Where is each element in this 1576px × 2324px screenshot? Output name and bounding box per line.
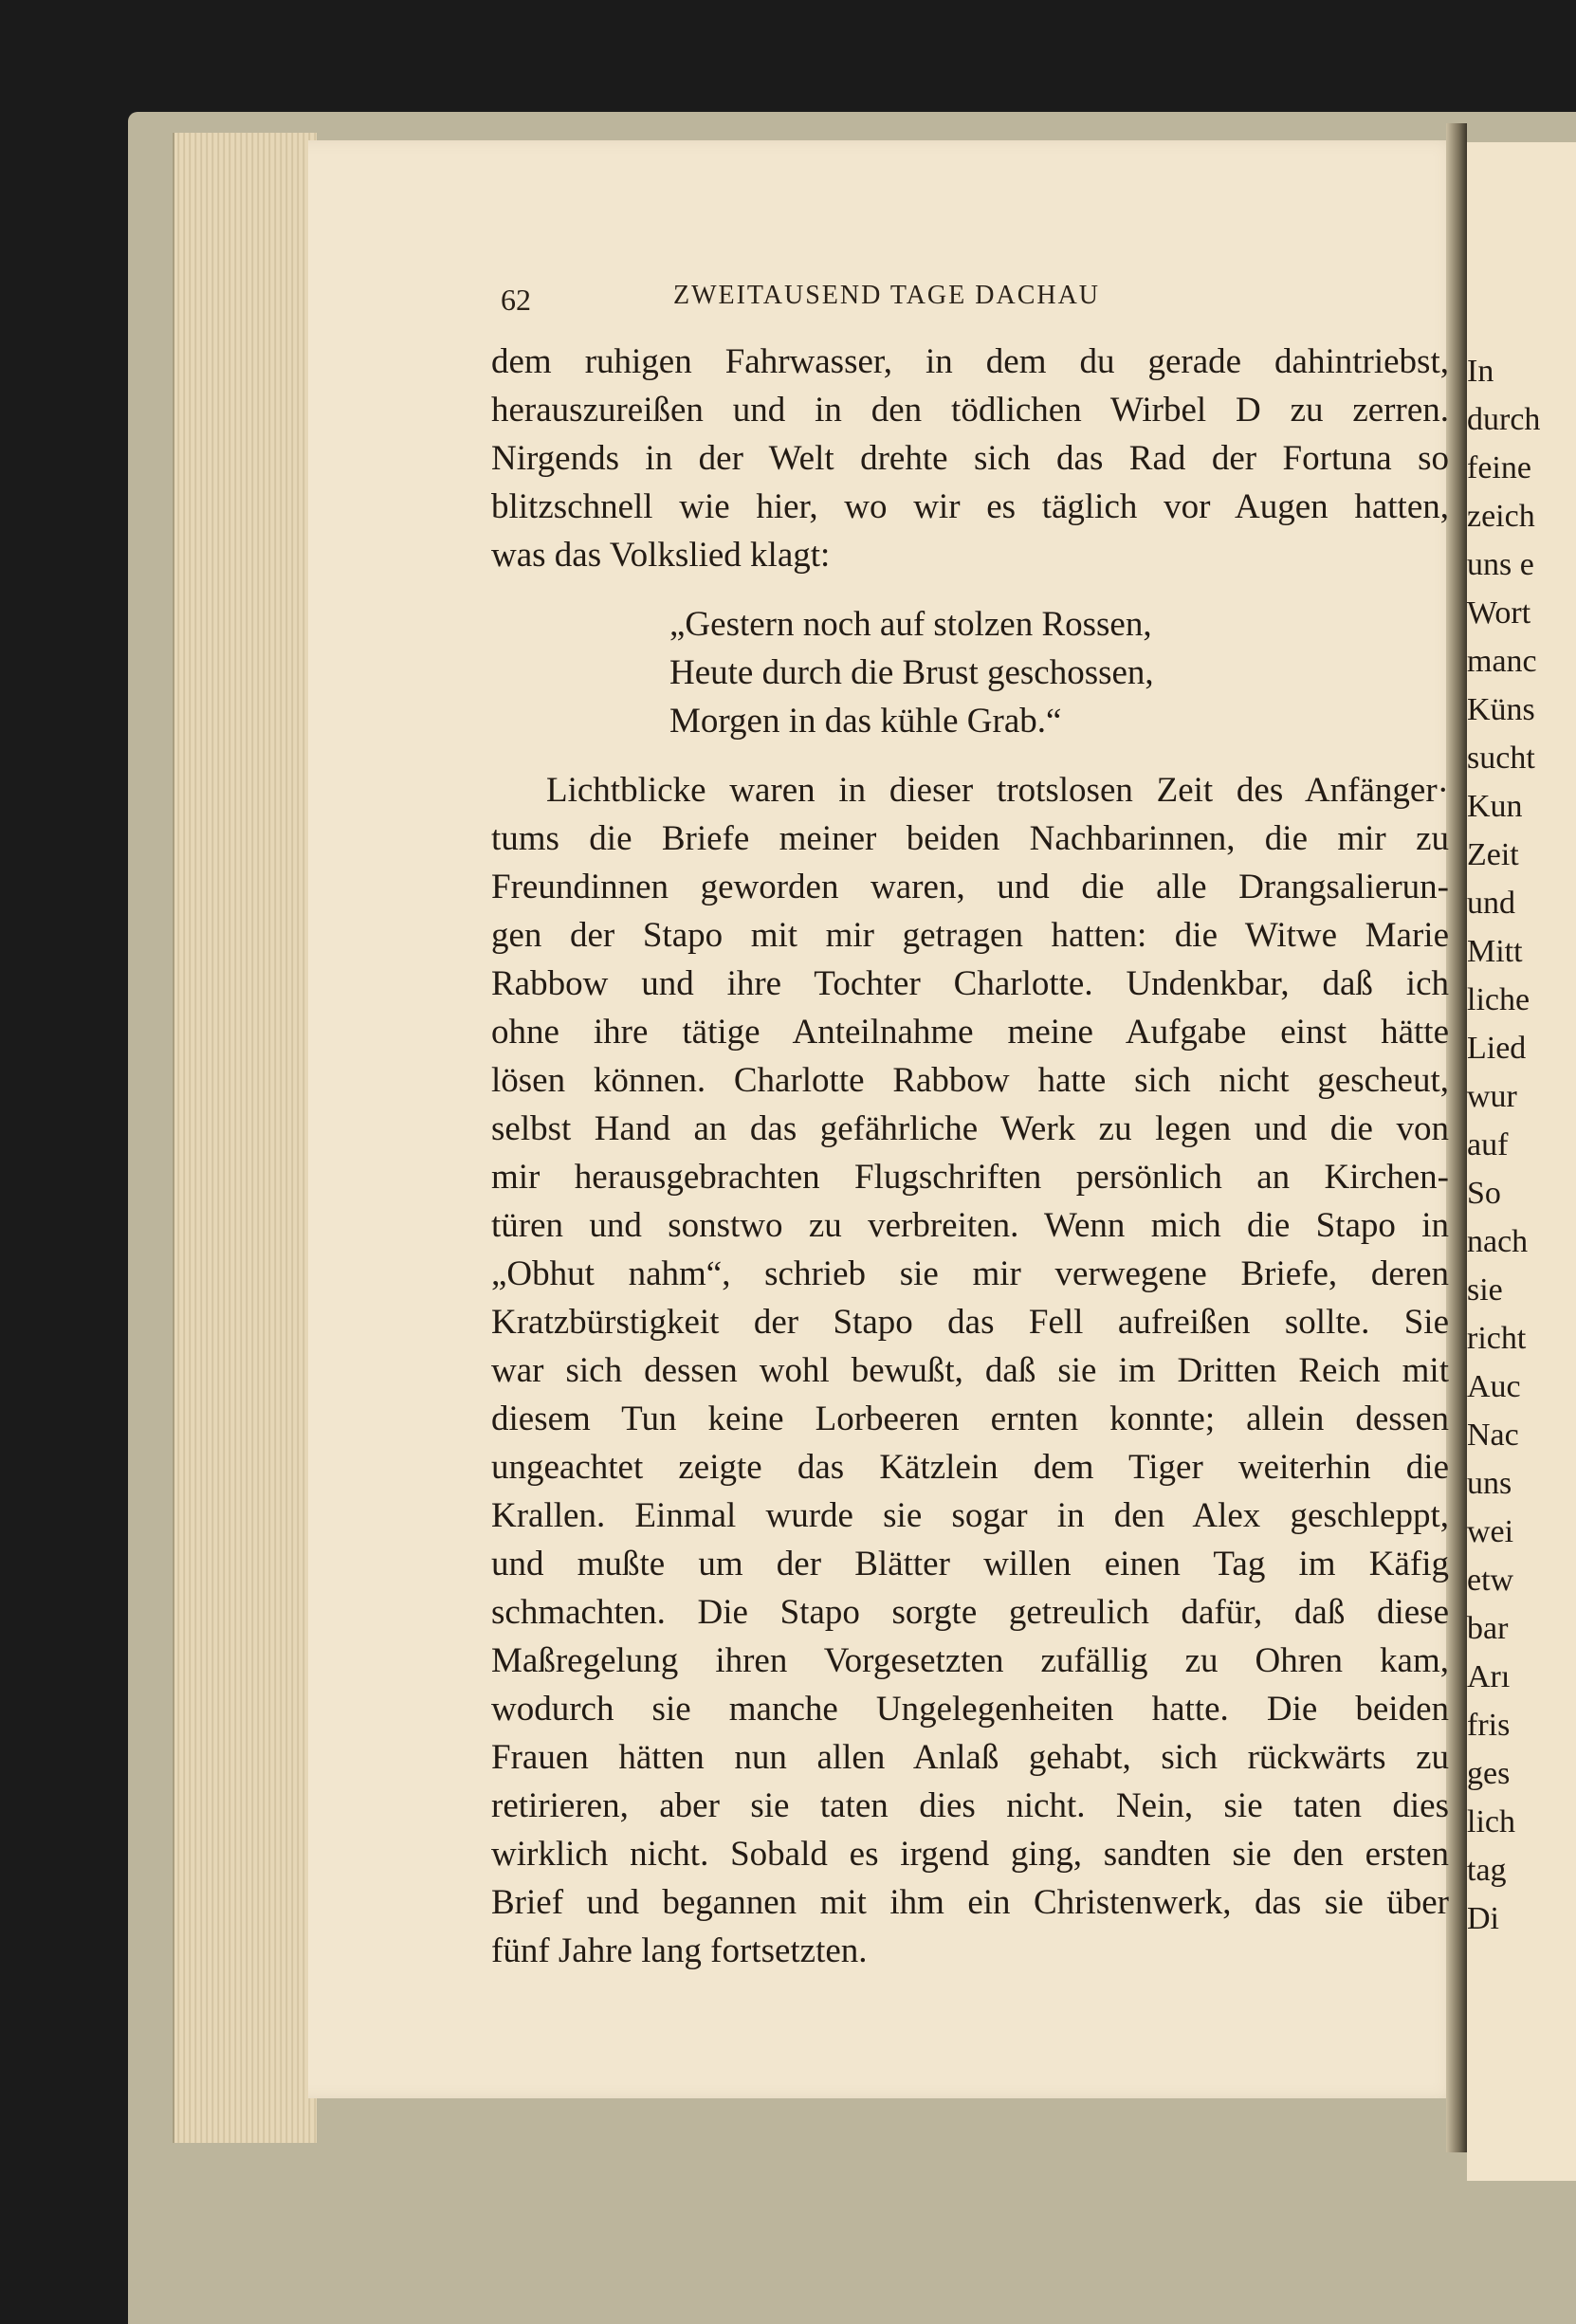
text-line: türen und sonstwo zu verbreiten. Wenn mich die Stapo in: [491, 1206, 1449, 1245]
facing-page-fragment: Nac: [1467, 1418, 1519, 1453]
facing-page-fragment: In: [1467, 354, 1494, 389]
facing-page-fragment: Mitt: [1467, 934, 1523, 969]
text-line: Kratzbürstigkeit der Stapo das Fell aufreißen sollte. Sie: [491, 1303, 1449, 1342]
text-line: und mußte um der Blätter willen einen Tag im Käfig: [491, 1545, 1449, 1583]
facing-page-fragment: wur: [1467, 1079, 1517, 1114]
facing-page-fragment: durch: [1467, 402, 1541, 437]
text-line: wodurch sie manche Ungelegenheiten hatte. Die beiden: [491, 1690, 1449, 1729]
text-line: Frauen hätten nun allen Anlaß gehabt, sich rückwärts zu: [491, 1738, 1449, 1777]
text-line: selbst Hand an das gefährliche Werk zu legen und die von: [491, 1109, 1449, 1148]
facing-page-fragment: Wort: [1467, 595, 1531, 631]
verse-line: Morgen in das kühle Grab.“: [669, 702, 1062, 741]
facing-page-fragment: So: [1467, 1176, 1501, 1211]
facing-page: [1467, 142, 1576, 2181]
text-line: Brief und begannen mit ihm ein Christenwerk, das sie über: [491, 1883, 1449, 1922]
text-line: fünf Jahre lang fortsetzten.: [491, 1931, 868, 1970]
text-line: tums die Briefe meiner beiden Nachbarinnen, die mir zu: [491, 819, 1449, 858]
text-line: ohne ihre tätige Anteilnahme meine Aufgabe einst hätte: [491, 1013, 1449, 1052]
text-line: lösen können. Charlotte Rabbow hatte sich nicht gescheut,: [491, 1061, 1449, 1100]
page-body: [491, 338, 1449, 1975]
facing-page-fragment: und: [1467, 886, 1515, 921]
facing-page-fragment: Di: [1467, 1901, 1499, 1936]
facing-page-fragment: zeich: [1467, 499, 1535, 534]
facing-page-fragment: liche: [1467, 982, 1530, 1017]
facing-page-fragment: sie: [1467, 1272, 1503, 1308]
running-head: ZWEITAUSEND TAGE DACHAU: [672, 281, 1101, 310]
facing-page-fragment: sucht: [1467, 741, 1535, 776]
facing-page-fragment: tag: [1467, 1853, 1507, 1888]
text-line: ungeachtet zeigte das Kätzlein dem Tiger weiterhin die: [491, 1448, 1449, 1487]
text-line: mir herausgebrachten Flugschriften persönlich an Kirchen-: [491, 1158, 1449, 1197]
facing-page-fragment: lich: [1467, 1804, 1515, 1839]
text-line: herauszureißen und in den tödlichen Wirbel D zu zerren.: [491, 391, 1449, 430]
text-line: wirklich nicht. Sobald es irgend ging, sandten sie den ersten: [491, 1835, 1449, 1874]
facing-page-fragment: richt: [1467, 1321, 1527, 1356]
text-line: war sich dessen wohl bewußt, daß sie im Dritten Reich mit: [491, 1351, 1449, 1390]
facing-page-fragment: feine: [1467, 450, 1531, 485]
page-edges: [173, 133, 317, 2143]
text-line: blitzschnell wie hier, wo wir es täglich vor Augen hatten,: [491, 487, 1449, 526]
verse-line: Heute durch die Brust geschossen,: [669, 653, 1154, 692]
page-number: 62: [501, 283, 531, 317]
facing-page-fragment: Küns: [1467, 692, 1535, 727]
facing-page-fragment: Lied: [1467, 1031, 1527, 1066]
facing-page-fragment: etw: [1467, 1563, 1514, 1598]
text-line: Maßregelung ihren Vorgesetzten zufällig zu Ohren kam,: [491, 1641, 1449, 1680]
facing-page-fragment: uns: [1467, 1466, 1512, 1501]
facing-page-fragment: bar: [1467, 1611, 1509, 1646]
text-line: schmachten. Die Stapo sorgte getreulich dafür, daß diese: [491, 1593, 1449, 1632]
facing-page-fragment: auf: [1467, 1127, 1509, 1162]
text-line: diesem Tun keine Lorbeeren ernten konnte; allein dessen: [491, 1400, 1449, 1438]
facing-page-fragment: fris: [1467, 1708, 1511, 1743]
text-line: was das Volkslied klagt:: [491, 536, 831, 575]
text-line: Lichtblicke waren in dieser trotslosen Zeit des Anfänger·: [546, 771, 1449, 810]
facing-page-fragment: wei: [1467, 1514, 1514, 1549]
facing-page-fragment: manc: [1467, 644, 1537, 679]
spacer: [491, 745, 1449, 766]
facing-page-fragment: Arı: [1467, 1659, 1511, 1694]
text-line: Nirgends in der Welt drehte sich das Rad der Fortuna so: [491, 439, 1449, 478]
facing-page-fragment: Kun: [1467, 789, 1523, 824]
facing-page-fragment: ges: [1467, 1756, 1511, 1791]
text-line: retirieren, aber sie taten dies nicht. Nein, sie taten dies: [491, 1786, 1449, 1825]
facing-page-fragment: Auc: [1467, 1369, 1521, 1404]
book-gutter: [1446, 123, 1467, 2152]
text-line: Krallen. Einmal wurde sie sogar in den Alex geschleppt,: [491, 1496, 1449, 1535]
spacer: [491, 579, 1449, 600]
verse-line: „Gestern noch auf stolzen Rossen,: [669, 605, 1152, 644]
text-line: Freundinnen geworden waren, und die alle Drangsalierun-: [491, 868, 1449, 906]
text-line: „Obhut nahm“, schrieb sie mir verwegene Briefe, deren: [491, 1254, 1449, 1293]
text-line: Rabbow und ihre Tochter Charlotte. Undenkbar, daß ich: [491, 964, 1449, 1003]
facing-page-fragment: Zeit: [1467, 837, 1519, 872]
facing-page-fragment: uns e: [1467, 547, 1534, 582]
facing-page-fragment: nach: [1467, 1224, 1529, 1259]
facing-page-text: [1467, 347, 1576, 1943]
text-line: gen der Stapo mit mir getragen hatten: die Witwe Marie: [491, 916, 1449, 955]
text-line: dem ruhigen Fahrwasser, in dem du gerade dahintriebst,: [491, 342, 1449, 381]
